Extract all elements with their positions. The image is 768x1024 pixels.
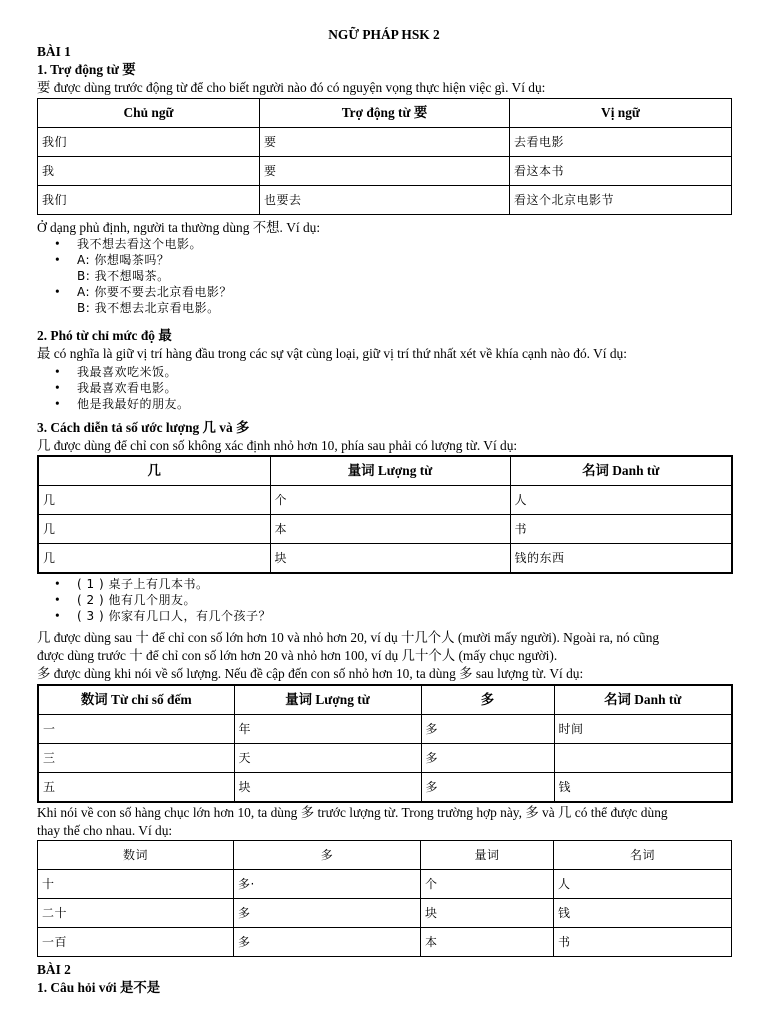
example-list-3	[37, 576, 271, 624]
table-header-cell: 名词 Danh từ	[554, 685, 732, 715]
table-row	[38, 186, 732, 215]
section-3-heading: 3. Cách diễn tả số ước lượng 几 và 多	[37, 420, 250, 435]
table-cell: 去看电影	[510, 128, 732, 157]
table-cell: 一百	[38, 928, 234, 957]
table-cell: 多	[421, 773, 554, 803]
lesson-1-heading: BÀI 1	[37, 44, 71, 59]
table-header-row	[38, 841, 732, 870]
paragraph-duo-tens-line-1: Khi nói về con số hàng chục lớn hơn 10, ta dùng 多 trước lượng từ. Trong trường hợp này, 多 và 几 có thể được dùng	[37, 805, 668, 820]
table-cell: 块	[270, 544, 510, 574]
table-cell: 看这本书	[510, 157, 732, 186]
example-list-2	[37, 364, 190, 412]
table-cell: 个	[270, 486, 510, 515]
table-cell: 我	[38, 157, 260, 186]
lesson-2-heading: BÀI 2	[37, 962, 71, 977]
table-header-cell: 多	[421, 685, 554, 715]
table-cell: 十	[38, 870, 234, 899]
table-cell: 我们	[38, 128, 260, 157]
list-item: • 他是我最好的朋友。	[55, 396, 190, 411]
table-cell: 几	[38, 486, 270, 515]
table-row	[38, 544, 732, 574]
table-row	[38, 486, 732, 515]
document-title: NGỮ PHÁP HSK 2	[328, 27, 440, 42]
table-cell: 多·	[234, 870, 421, 899]
table-cell: 几	[38, 544, 270, 574]
table-row	[38, 157, 732, 186]
table-cell: 多	[421, 744, 554, 773]
table-header-row	[38, 456, 732, 486]
table-cell: 本	[270, 515, 510, 544]
table-header-cell: Chủ ngữ	[38, 99, 260, 128]
table-row	[38, 773, 732, 803]
table-cell: 几	[38, 515, 270, 544]
table-row	[38, 744, 732, 773]
table-row	[38, 515, 732, 544]
lesson-2-section-1-heading: 1. Câu hỏi với 是不是	[37, 980, 161, 995]
table-cell: 多	[234, 899, 421, 928]
list-item: • 我最喜欢看电影。	[55, 380, 178, 395]
table-header-cell: Vị ngữ	[510, 99, 732, 128]
table-cell: 块	[234, 773, 421, 803]
example-list-1	[37, 236, 232, 316]
table-row	[38, 715, 732, 744]
table-modal-verb	[37, 98, 732, 215]
list-item: • ( 1 ) 桌子上有几本书。	[55, 576, 209, 591]
table-header-cell: 名词	[554, 841, 732, 870]
table-duo-small	[37, 684, 733, 803]
table-cell: 看这个北京电影节	[510, 186, 732, 215]
table-row	[38, 899, 732, 928]
section-1-intro: 要 được dùng trước động từ để cho biết người nào đó có nguyện vọng thực hiện việc gì. Ví dụ:	[37, 80, 546, 95]
table-cell: 人	[510, 486, 732, 515]
list-item: • 我最喜欢吃米饭。	[55, 364, 178, 379]
table-cell: 五	[38, 773, 234, 803]
list-item: • 我不想去看这个电影。	[55, 236, 203, 251]
paragraph-ji-line-2: được dùng trước 十 để chỉ con số lớn hơn 20 và nhỏ hơn 100, ví dụ 几十个人 (mấy chục người).	[37, 648, 558, 663]
table-cell: 天	[234, 744, 421, 773]
paragraph-duo-tens-line-2: thay thế cho nhau. Ví dụ:	[37, 823, 173, 838]
table-row	[38, 928, 732, 957]
table-cell: 钱	[554, 773, 732, 803]
table-header-cell: 多	[234, 841, 421, 870]
table-header-cell: 量词 Lượng từ	[234, 685, 421, 715]
table-cell: 钱的东西	[510, 544, 732, 574]
list-item: • ( 3 ) 你家有几口人，有几个孩子？	[55, 608, 271, 623]
table-row	[38, 128, 732, 157]
list-item-continuation: B: 我不想喝茶。	[77, 269, 170, 283]
table-header-cell: 名词 Danh từ	[510, 456, 732, 486]
list-item-continuation: B: 我不想去北京看电影。	[77, 301, 220, 315]
table-cell: 时间	[554, 715, 732, 744]
table-cell: 要	[260, 157, 510, 186]
paragraph-ji-line-1: 几 được dùng sau 十 để chỉ con số lớn hơn 10 và nhỏ hơn 20, ví dụ 十几个人 (mười mấy người). Ngoài ra, nó cũng	[37, 630, 660, 645]
table-duo-tens	[37, 840, 732, 957]
table-header-cell: Trợ động từ 要	[260, 99, 510, 128]
table-header-cell: 数词 Từ chỉ số đếm	[38, 685, 234, 715]
table-ji	[37, 455, 733, 574]
table-cell: 三	[38, 744, 234, 773]
table-header-row	[38, 685, 732, 715]
table-cell: 要	[260, 128, 510, 157]
section-2-heading: 2. Phó từ chỉ mức độ 最	[37, 328, 172, 343]
table-cell: 年	[234, 715, 421, 744]
negation-text: Ở dạng phủ định, người ta thường dùng 不想. Ví dụ:	[37, 220, 321, 235]
table-cell: 多	[234, 928, 421, 957]
table-cell: 书	[554, 928, 732, 957]
table-header-cell: 数词	[38, 841, 234, 870]
table-cell: 二十	[38, 899, 234, 928]
table-cell: 钱	[554, 899, 732, 928]
section-3-intro: 几 được dùng để chỉ con số không xác định nhỏ hơn 10, phía sau phải có lượng từ. Ví dụ:	[37, 438, 518, 453]
list-item: • ( 2 ) 他有几个朋友。	[55, 592, 196, 607]
table-header-cell: 量词	[421, 841, 554, 870]
table-cell: 书	[510, 515, 732, 544]
table-cell: 多	[421, 715, 554, 744]
section-2-intro: 最 có nghĩa là giữ vị trí hàng đầu trong các sự vật cùng loại, giữ vị trí thứ nhất xét về khía cạnh nào đó. Ví dụ:	[37, 346, 627, 361]
table-cell: 本	[421, 928, 554, 957]
list-item: • A: 你要不要去北京看电影？	[55, 284, 232, 299]
table-cell: 人	[554, 870, 732, 899]
table-cell: 一	[38, 715, 234, 744]
table-cell: 我们	[38, 186, 260, 215]
table-cell	[554, 744, 732, 773]
table-cell: 块	[421, 899, 554, 928]
paragraph-duo: 多 được dùng khi nói về số lượng. Nếu đề cập đến con số nhỏ hơn 10, ta dùng 多 sau lượng từ. Ví dụ:	[37, 666, 584, 681]
section-1-heading: 1. Trợ động từ 要	[37, 62, 136, 77]
table-header-cell: 几	[38, 456, 270, 486]
table-cell: 也要去	[260, 186, 510, 215]
table-header-row	[38, 99, 732, 128]
table-header-cell: 量词 Lượng từ	[270, 456, 510, 486]
table-cell: 个	[421, 870, 554, 899]
table-row	[38, 870, 732, 899]
list-item: • A: 你想喝茶吗？	[55, 252, 170, 267]
